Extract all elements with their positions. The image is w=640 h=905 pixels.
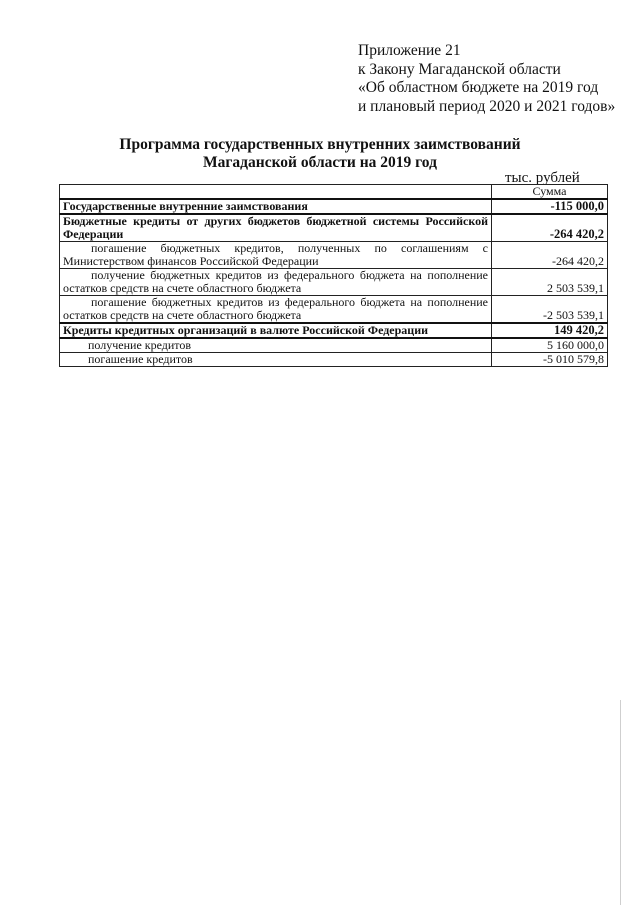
row-name: погашение бюджетных кредитов, полученных по соглашениям с Министерством финансов Российской Федерации [60, 242, 492, 269]
row-name: получение бюджетных кредитов из федерального бюджета на пополнение остатков средств на счете областного бюджета [60, 269, 492, 296]
row-name: погашение бюджетных кредитов из федерального бюджета на пополнение остатков средств на счете областного бюджета [60, 296, 492, 324]
units-label: тыс. рублей [505, 170, 580, 186]
row-sum: -264 420,2 [492, 242, 608, 269]
table-row-total [60, 199, 608, 214]
row-sum: -115 000,0 [492, 199, 608, 214]
scan-edge-line [620, 700, 621, 905]
row-sum: 149 420,2 [492, 323, 608, 338]
column-header-sum: Сумма [492, 185, 608, 200]
row-name: получение кредитов [60, 338, 492, 353]
row-sum: -264 420,2 [492, 214, 608, 242]
table-row [60, 269, 608, 296]
borrowings-table [59, 184, 608, 367]
document-title [0, 136, 640, 172]
row-name: Кредиты кредитных организаций в валюте Российской Федерации [60, 323, 492, 338]
row-name: Бюджетные кредиты от других бюджетов бюджетной системы Российской Федерации [60, 214, 492, 242]
row-name: погашение кредитов [60, 353, 492, 367]
appendix-law-title-1: «Об областном бюджете на 2019 год [358, 79, 599, 96]
appendix-law-ref: к Закону Магаданской области [358, 60, 561, 78]
table-row-budget-credits [60, 214, 608, 242]
appendix-law-title-2: и плановый период 2020 и 2021 годов» [358, 97, 616, 115]
appendix-header [358, 42, 615, 116]
row-sum: 2 503 539,1 [492, 269, 608, 296]
column-header-name [60, 185, 492, 200]
table-header-row [60, 185, 608, 200]
table-row [60, 353, 608, 367]
row-sum: 5 160 000,0 [492, 338, 608, 353]
table-row [60, 338, 608, 353]
row-sum: -2 503 539,1 [492, 296, 608, 324]
table-row-bank-credits [60, 323, 608, 338]
appendix-number: Приложение 21 [358, 42, 461, 59]
row-sum: -5 010 579,8 [492, 353, 608, 367]
document-title-line-2: Магаданской области на 2019 год [203, 154, 437, 171]
table-row [60, 296, 608, 324]
row-name: Государственные внутренние заимствования [60, 199, 492, 214]
table-row [60, 242, 608, 269]
document-title-line-1: Программа государственных внутренних заимствований [119, 136, 521, 153]
